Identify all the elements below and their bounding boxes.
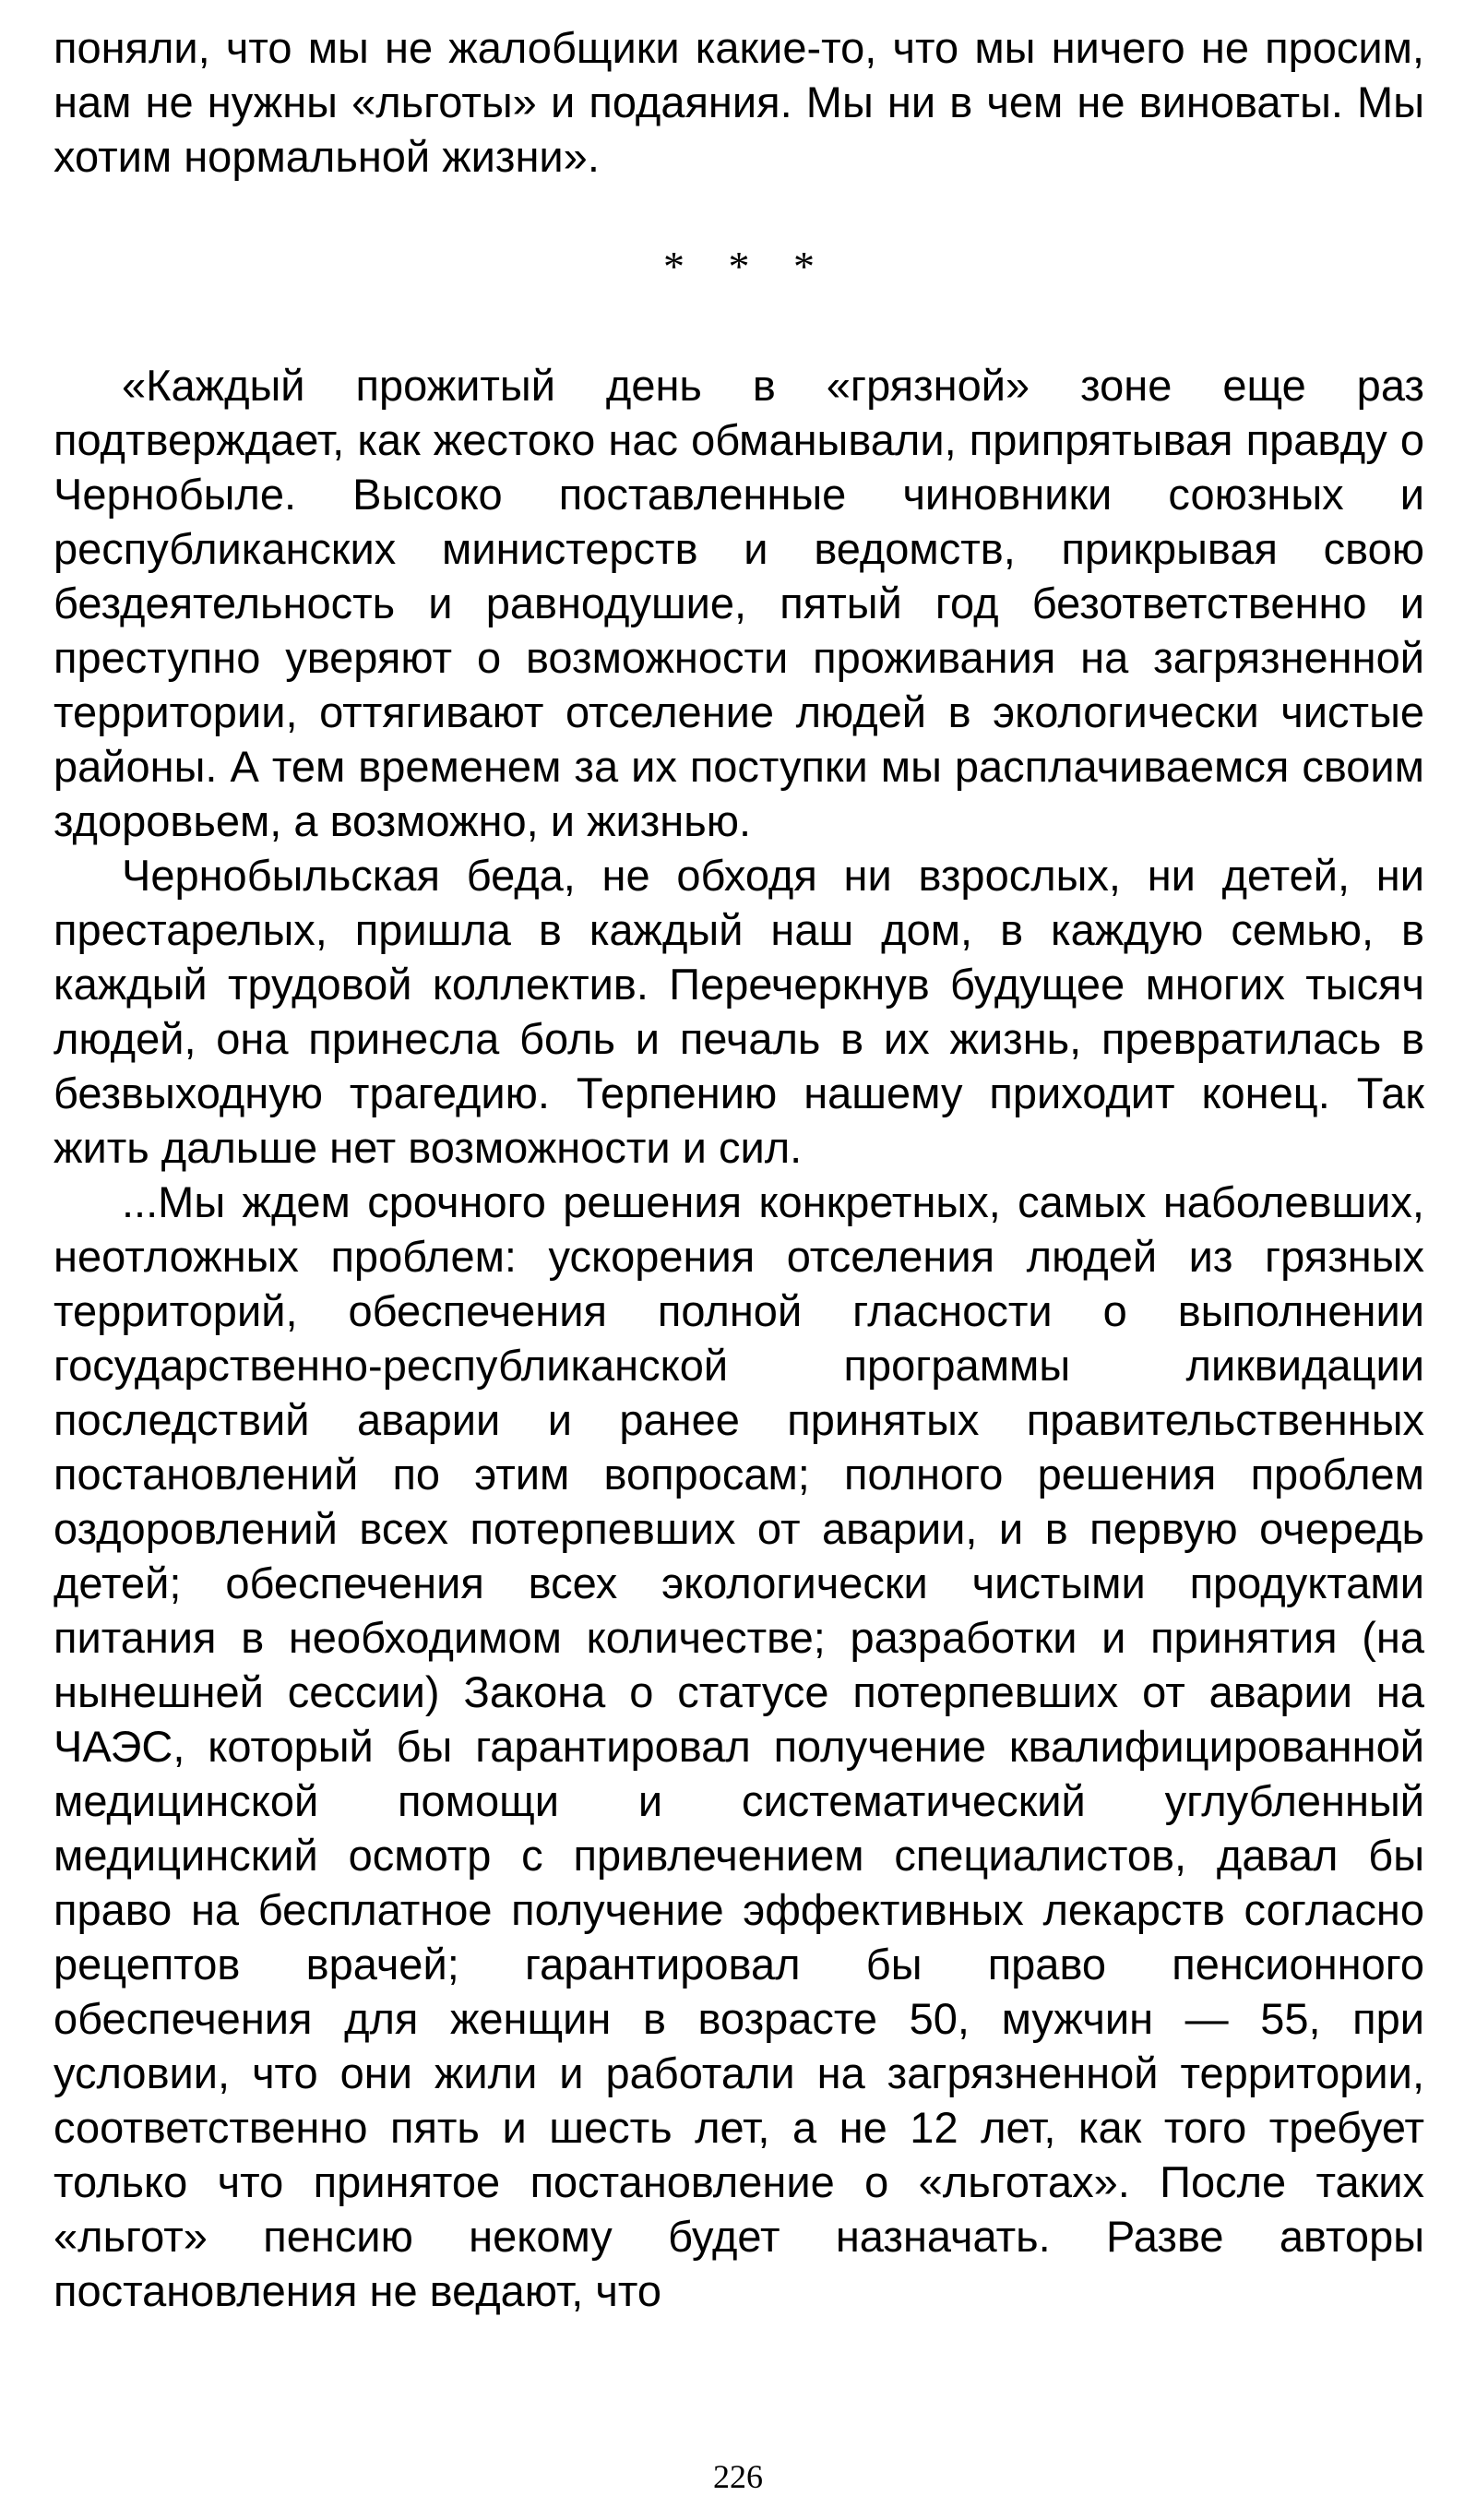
paragraph-2: Чернобыльская беда, не обходя ни взрослых, ни детей, ни престарелых, пришла в каждый наш дом, в каждую семью, в каждый трудовой коллектив. Перечеркнув будущее многих тысяч людей, она принесла боль и печаль в их жизнь, превратилась в безвыходную трагедию. Терпению нашему приходит конец. Так жить дальше нет возможности и сил. [54, 851, 1424, 1172]
lead-paragraph: поняли, что мы не жалобщики какие-то, что мы ничего не просим, нам не нужны «льготы» и подаяния. Мы ни в чем не виноваты. Мы хотим нормальной жизни». [54, 23, 1424, 181]
page-number: 226 [713, 2458, 763, 2495]
section-separator: * * * [663, 243, 831, 290]
paragraph-3: ...Мы ждем срочного решения конкретных, самых наболевших, неотложных проблем: ускорения отселения людей из грязных территорий, обеспечения полной гласности о выполнении государственно-республиканской программы ликвидации последствий аварии и ранее принятых правительственных постановлений по этим вопросам; полного решения проблем оздоровлений всех потерпевших от аварии, и в первую очередь детей; обеспечения всех экологически чистыми продуктами питания в необходимом количестве; разработки и принятия (на нынешней сессии) Закона о статусе потерпевших от аварии на ЧАЭС, который бы гарантировал получение квалифицированной медицинской помощи и систематический углубленный медицинский осмотр с привлечением специалистов, давал бы право на бесплатное получение эффективных лекарств согласно рецептов врачей; гарантировал бы право пенсионного обеспечения для женщин в возрасте 50, мужчин — 55, при условии, что они жили и работали на загрязненной территории, соответственно пять и шесть лет, а не 12 лет, как того требует только что принятое постановление о «льготах». После таких «льгот» пенсию некому будет назначать. Разве авторы постановления не ведают, что [54, 1177, 1424, 2315]
paragraph-1: «Каждый прожитый день в «грязной» зоне еще раз подтверждает, как жестоко нас обманывали, припрятывая правду о Чернобыле. Высоко поставленные чиновники союзных и республиканских министерств и ведомств, прикрывая свою бездеятельность и равнодушие, пятый год безответственно и преступно уверяют о возможности проживания на загрязненной территории, оттягивают отселение людей в экологически чистые районы. А тем временем за их поступки мы расплачиваемся своим здоровьем, а возможно, и жизнью. [54, 361, 1424, 845]
page-body [54, 20, 1424, 2318]
